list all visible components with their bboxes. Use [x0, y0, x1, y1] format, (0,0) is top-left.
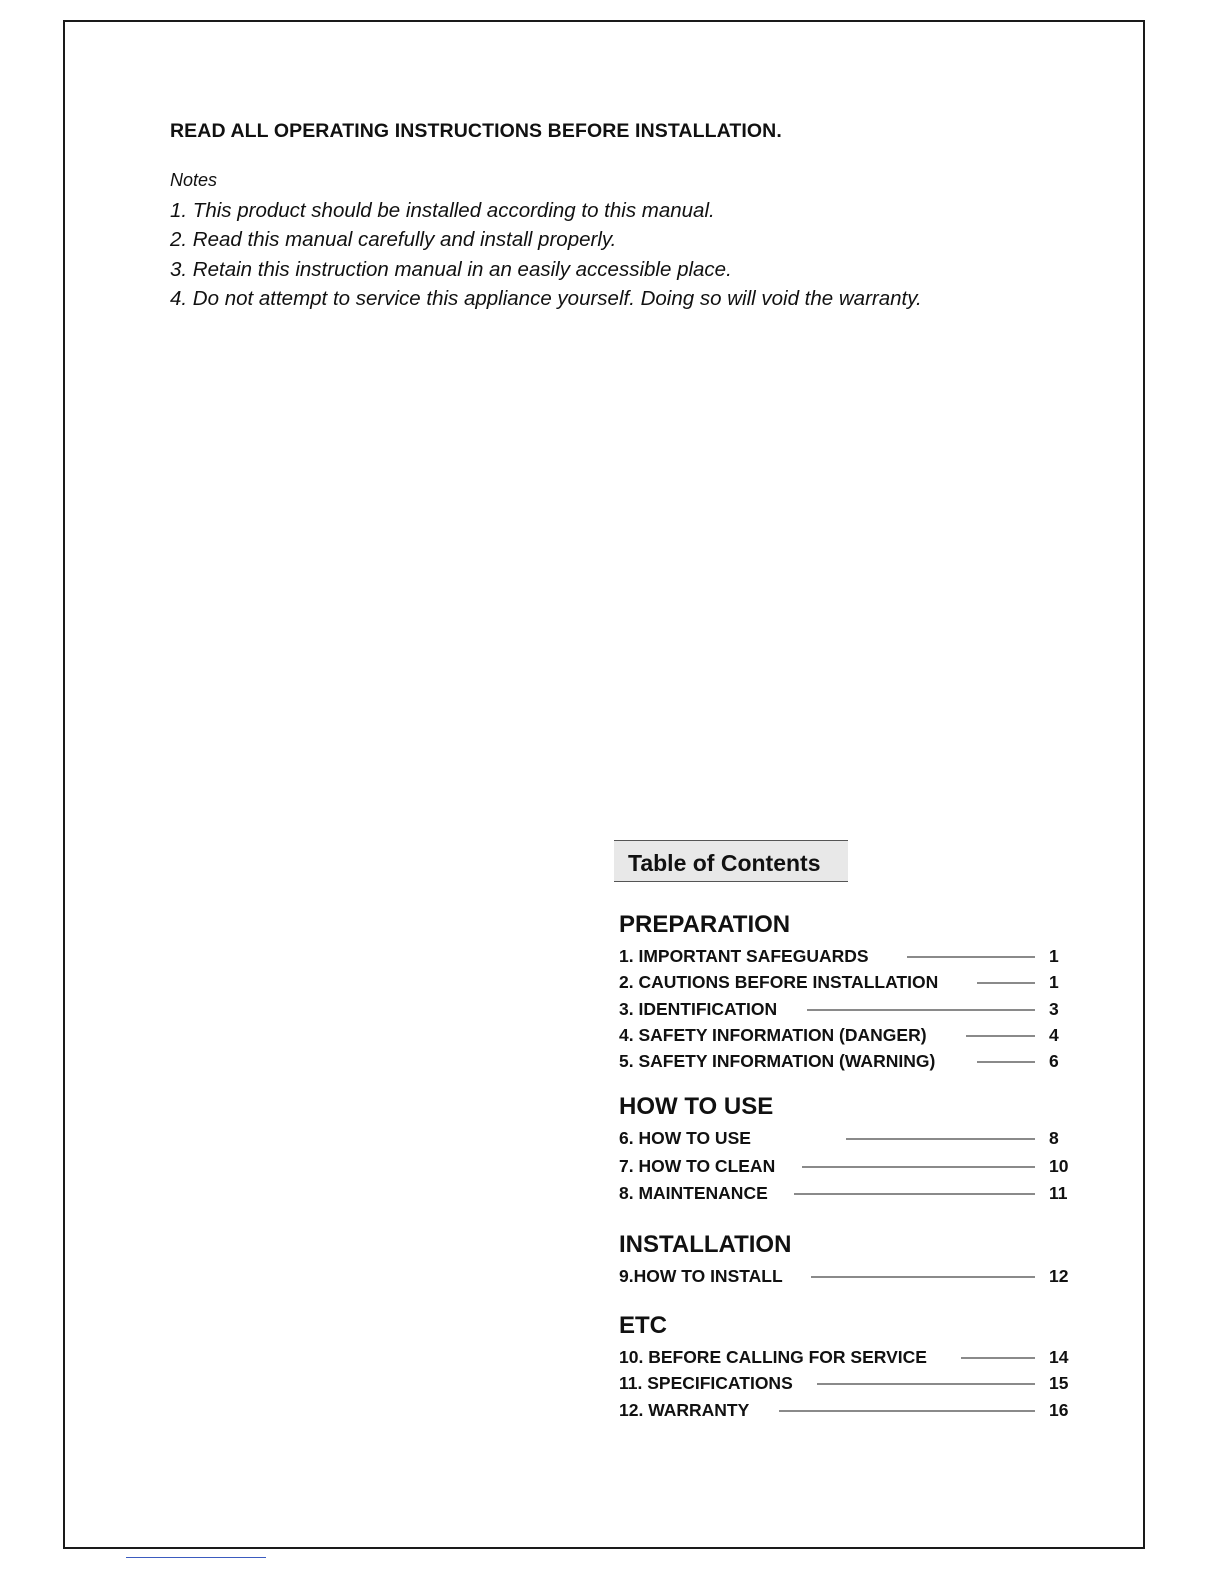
- toc-leader-line: [802, 1166, 1035, 1168]
- toc-page-number: 16: [1049, 1399, 1069, 1420]
- toc-page-number: 10: [1049, 1155, 1069, 1176]
- toc-entry-label: 12. WARRANTY: [619, 1399, 750, 1420]
- toc-entry-label: 6. HOW TO USE: [619, 1128, 751, 1148]
- note-item: 2. Read this manual carefully and install properly.: [170, 228, 617, 252]
- toc-entry-label: 1. IMPORTANT SAFEGUARDS: [619, 946, 869, 966]
- toc-page-number: 1: [1049, 972, 1059, 993]
- toc-entry[interactable]: [619, 1398, 1079, 1424]
- toc-page-number: 15: [1049, 1373, 1069, 1394]
- toc-entry[interactable]: [619, 997, 1079, 1023]
- toc-entry[interactable]: [619, 970, 1079, 996]
- toc-section-etc: [619, 1311, 1079, 1424]
- footer-link-underline: [126, 1557, 266, 1558]
- toc-section-title: ETC: [619, 1312, 667, 1339]
- toc-leader-line: [811, 1276, 1035, 1278]
- main-heading: READ ALL OPERATING INSTRUCTIONS BEFORE INSTALLATION.: [170, 120, 782, 142]
- note-item: 1. This product should be installed according to this manual.: [170, 199, 715, 222]
- note-item: 4. Do not attempt to service this appliance yourself. Doing so will void the warranty.: [170, 286, 922, 310]
- toc-entry[interactable]: [619, 1049, 1079, 1075]
- toc-title-box: [614, 840, 848, 882]
- toc-page-number: 3: [1049, 998, 1059, 1019]
- toc-entry-label: 2. CAUTIONS BEFORE INSTALLATION: [619, 972, 939, 993]
- toc-leader-line: [779, 1410, 1035, 1412]
- toc-entry[interactable]: [619, 1264, 1079, 1290]
- toc-page-number: 11: [1049, 1183, 1068, 1203]
- toc-entry-label: 8. MAINTENANCE: [619, 1183, 768, 1203]
- toc-section-how-to-use: [619, 1092, 1079, 1209]
- toc-entry-label: 11. SPECIFICATIONS: [619, 1373, 793, 1394]
- toc-page-number: 8: [1049, 1128, 1059, 1148]
- toc-entry[interactable]: [619, 1345, 1079, 1371]
- toc-leader-line: [807, 1009, 1035, 1011]
- toc-entry[interactable]: [619, 1126, 1079, 1154]
- toc-entry-label: 5. SAFETY INFORMATION (WARNING): [619, 1051, 936, 1072]
- toc-leader-line: [907, 956, 1035, 958]
- toc-page-number: 12: [1049, 1266, 1069, 1286]
- toc-page-number: 6: [1049, 1051, 1059, 1072]
- note-item: 3. Retain this instruction manual in an easily accessible place.: [170, 257, 732, 281]
- toc-entry[interactable]: [619, 1023, 1079, 1049]
- toc-section-preparation: [619, 910, 1079, 1075]
- toc-section-title: INSTALLATION: [619, 1231, 792, 1258]
- toc-page-number: 14: [1049, 1347, 1069, 1367]
- toc-page-number: 4: [1049, 1024, 1059, 1045]
- toc-entry-label: 10. BEFORE CALLING FOR SERVICE: [619, 1347, 927, 1367]
- toc-entry[interactable]: [619, 1154, 1079, 1182]
- toc-entry-label: 3. IDENTIFICATION: [619, 998, 778, 1019]
- toc-leader-line: [977, 1061, 1035, 1063]
- toc-leader-line: [977, 982, 1035, 984]
- toc-leader-line: [794, 1193, 1035, 1195]
- toc-entry-label: 9.HOW TO INSTALL: [619, 1266, 783, 1286]
- toc-entry[interactable]: [619, 1181, 1079, 1209]
- toc-section-installation: [619, 1230, 1079, 1290]
- toc-entry-label: 7. HOW TO CLEAN: [619, 1155, 776, 1176]
- notes-list: [170, 196, 922, 313]
- toc-leader-line: [817, 1383, 1035, 1385]
- toc-title: Table of Contents: [628, 850, 821, 876]
- notes-label: Notes: [170, 170, 218, 190]
- toc-entry[interactable]: [619, 944, 1079, 970]
- toc-entry[interactable]: [619, 1371, 1079, 1397]
- toc-leader-line: [966, 1035, 1035, 1037]
- toc-entry-label: 4. SAFETY INFORMATION (DANGER): [619, 1024, 927, 1045]
- toc-leader-line: [846, 1138, 1035, 1140]
- toc-leader-line: [961, 1357, 1035, 1359]
- toc-page-number: 1: [1049, 946, 1059, 966]
- toc-section-title: HOW TO USE: [619, 1093, 774, 1120]
- toc-section-title: PREPARATION: [619, 911, 791, 938]
